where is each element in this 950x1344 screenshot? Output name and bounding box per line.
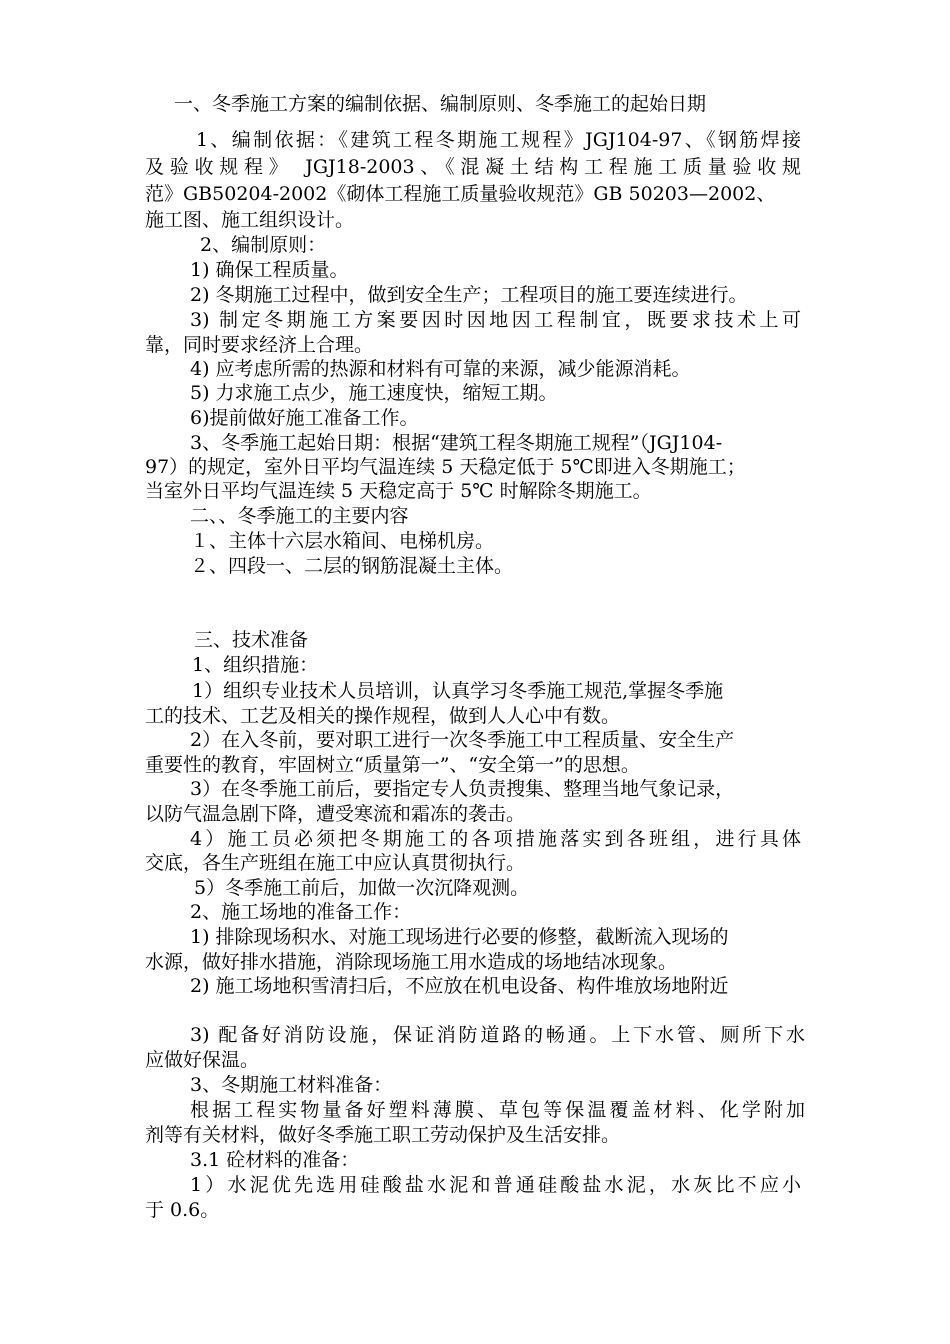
org-title: 1、组织措施：	[192, 654, 319, 676]
principle-5: 5) 力求施工点少，施工速度快，缩短工期。	[190, 382, 558, 404]
org-item2-line1: 2）在入冬前，要对职工进行一次冬季施工中工程质量、安全生产	[190, 729, 735, 751]
org-item5: 5）冬季施工前后，加做一次沉降观测。	[194, 877, 530, 899]
section2-item2: ２、四段一、二层的钢筋混凝土主体。	[190, 555, 514, 577]
material-line2: 剂等有关材料，做好冬季施工职工劳动保护及生活安排。	[145, 1124, 621, 1146]
site-item2: 2) 施工场地积雪清扫后，不应放在机电设备、构件堆放场地附近	[190, 975, 729, 997]
principle-4: 4) 应考虑所需的热源和材料有可靠的来源，减少能源消耗。	[190, 358, 691, 380]
org-item2-line2: 重要性的教育，牢固树立“质量第一”、“安全第一”的思想。	[145, 754, 640, 776]
principle-1: 1) 确保工程质量。	[190, 259, 349, 281]
principle-6: 6)提前做好施工准备工作。	[190, 407, 419, 429]
site-item3-line1: 3) 配备好消防设施，保证消防道路的畅通。上下水管、厕所下水	[190, 1024, 805, 1046]
section2-heading: 二、、冬季施工的主要内容	[190, 505, 409, 527]
site-item1-line1: 1) 排除现场积水、对施工现场进行必要的修整，截断流入现场的	[190, 926, 729, 948]
material-line1: 根据工程实物量备好塑料薄膜、草包等保温覆盖材料、化学附加	[190, 1099, 805, 1121]
site-title: 2、施工场地的准备工作：	[190, 901, 412, 923]
basis-line4: 施工图、施工组织设计。	[145, 209, 355, 231]
site-item3-line2: 应做好保温。	[145, 1049, 260, 1071]
org-item4-line1: 4）施工员必须把冬期施工的各项措施落实到各班组，进行具体	[190, 828, 801, 850]
basis-line2: 及验收规程》 JGJ18-2003、《混凝土结构工程施工质量验收规	[145, 156, 801, 178]
concrete-item1-line1: 1）水泥优先选用硅酸盐水泥和普通硅酸盐水泥，水灰比不应小	[190, 1174, 801, 1196]
basis-line3: 范》GB50204-2002《砌体工程施工质量验收规范》GB 50203—2002、	[145, 183, 776, 205]
principles-title: 2、编制原则：	[200, 234, 327, 256]
section2-item1: １、主体十六层水箱间、电梯机房。	[190, 530, 495, 552]
basis-line1: 1、编制依据：《建筑工程冬期施工规程》JGJ104-97、《钢筋焊接	[196, 129, 801, 151]
org-item3-line1: 3）在冬季施工前后，要指定专人负责搜集、整理当地气象记录，	[190, 778, 735, 800]
section3-heading: 三、技术准备	[194, 629, 309, 651]
start-date-line3: 当室外日平均气温连续 5 天稳定高于 5℃ 时解除冬期施工。	[145, 480, 652, 502]
section1-heading: 一、冬季施工方案的编制依据、编制原则、冬季施工的起始日期	[174, 93, 707, 115]
principle-3-line2: 靠，同时要求经济上合理。	[145, 334, 374, 356]
concrete-title: 3.1 砼材料的准备：	[190, 1149, 360, 1171]
org-item3-line2: 以防气温急剧下降，遭受寒流和霜冻的袭击。	[145, 803, 526, 825]
site-item1-line2: 水源，做好排水措施，消除现场施工用水造成的场地结冰现象。	[145, 951, 678, 973]
principle-2: 2) 冬期施工过程中，做到安全生产；工程项目的施工要连续进行。	[190, 284, 748, 306]
start-date-line1: 3、冬季施工起始日期：根据“建筑工程冬期施工规程”（JGJ104-	[190, 432, 723, 454]
org-item4-line2: 交底，各生产班组在施工中应认真贯彻执行。	[145, 852, 526, 874]
org-item1-line1: 1）组织专业技术人员培训，认真学习冬季施工规范,掌握冬季施	[192, 680, 724, 702]
start-date-line2: 97）的规定，室外日平均气温连续 5 天稳定低于 5℃即进入冬期施工；	[145, 456, 746, 478]
org-item1-line2: 工的技术、工艺及相关的操作规程，做到人人心中有数。	[145, 705, 621, 727]
concrete-item1-line2: 于 0.6。	[145, 1199, 220, 1221]
material-title: 3、冬期施工材料准备：	[190, 1074, 393, 1096]
principle-3-line1: 3) 制定冬期施工方案要因时因地因工程制宜，既要求技术上可	[190, 309, 801, 331]
